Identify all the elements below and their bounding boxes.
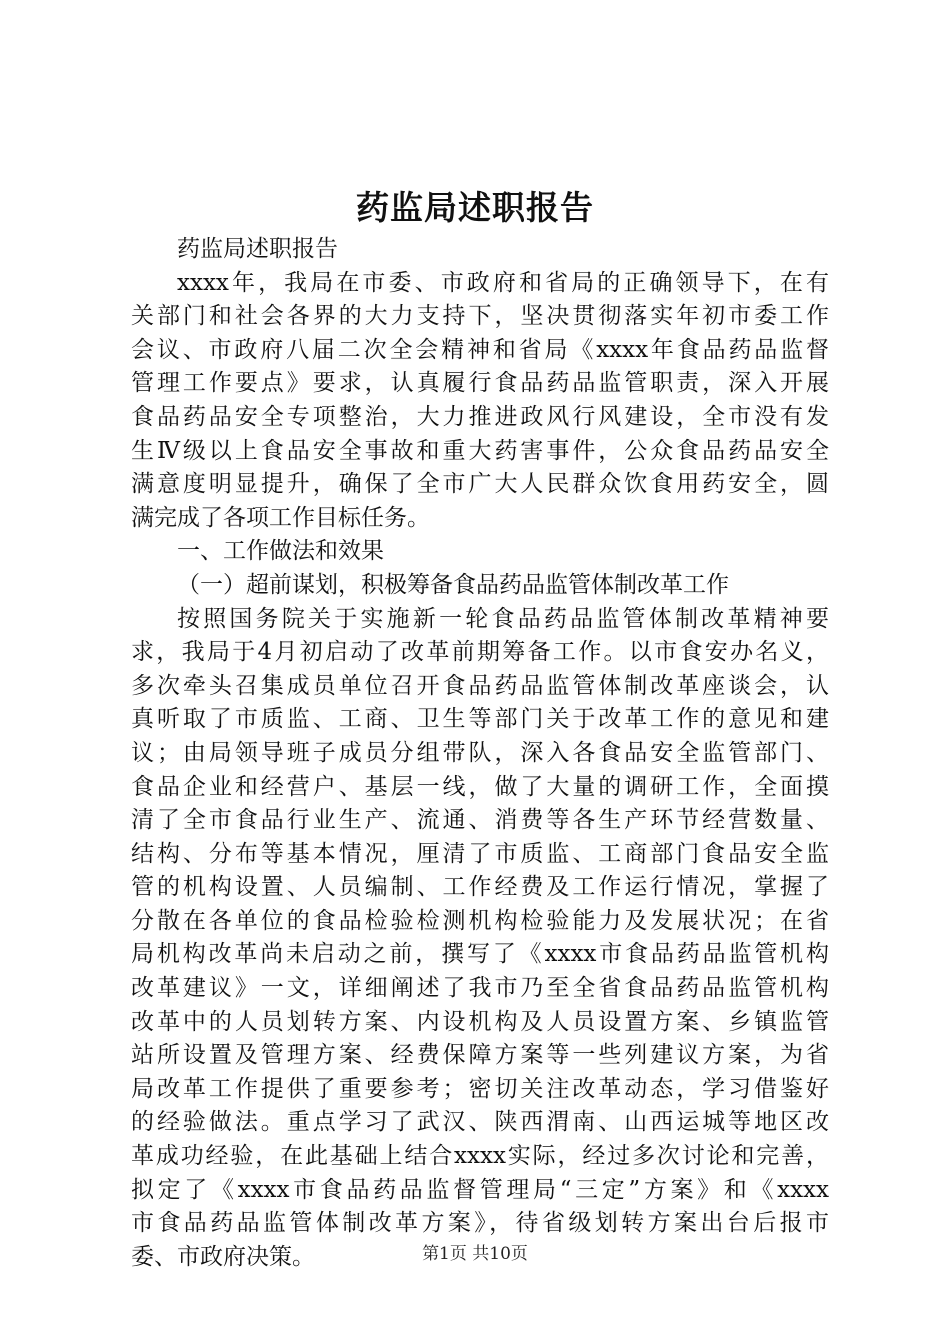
text-line: 革成功经验，在此基础上结合xxxx实际，经过多次讨论和完善，: [131, 1143, 829, 1170]
text-line: 多次牵头召集成员单位召开食品药品监管体制改革座谈会，认: [131, 672, 829, 699]
text-line: 的经验做法。重点学习了武汉、陕西渭南、山西运城等地区改: [131, 1109, 829, 1136]
text-line: 结构、分布等基本情况，厘清了市质监、工商部门食品安全监: [131, 840, 829, 867]
text-line: 食品药品安全专项整治，大力推进政风行风建设，全市没有发: [131, 403, 829, 430]
text-line: 求，我局于4月初启动了改革前期筹备工作。以市食安办名义，: [131, 639, 829, 666]
text-line: 分散在各单位的食品检验检测机构检验能力及发展状况；在省: [131, 907, 829, 934]
page-footer: 第1页 共10页: [422, 1244, 528, 1264]
text-line: 关部门和社会各界的大力支持下，坚决贯彻落实年初市委工作: [131, 303, 829, 330]
text-line: 站所设置及管理方案、经费保障方案等一些列建议方案，为省: [131, 1042, 829, 1069]
text-line: 药监局述职报告: [177, 236, 338, 262]
text-line: 委、市政府决策。: [131, 1243, 315, 1270]
text-line: 拟定了《xxxx市食品药品监督管理局“三定”方案》和《xxxx: [131, 1176, 829, 1203]
text-line: 一、工作做法和效果: [177, 538, 384, 565]
text-line: 按照国务院关于实施新一轮食品药品监管体制改革精神要: [177, 605, 829, 632]
text-line: 管的机构设置、人员编制、工作经费及工作运行情况，掌握了: [131, 874, 829, 901]
text-line: （一）超前谋划，积极筹备食品药品监管体制改革工作: [177, 571, 729, 598]
text-line: 会议、市政府八届二次全会精神和省局《xxxx年食品药品监督: [131, 336, 829, 363]
text-line: xxxx年，我局在市委、市政府和省局的正确领导下，在有: [177, 269, 829, 296]
text-line: 满意度明显提升，确保了全市广大人民群众饮食用药安全，圆: [131, 471, 829, 498]
body-text: [131, 233, 829, 1274]
text-line: 改革建议》一文，详细阐述了我市乃至全省食品药品监管机构: [131, 975, 829, 1002]
text-line: 食品企业和经营户、基层一线，做了大量的调研工作，全面摸: [131, 773, 829, 800]
text-line: 生Ⅳ级以上食品安全事故和重大药害事件，公众食品药品安全: [131, 437, 829, 464]
text-line: 议；由局领导班子成员分组带队，深入各食品安全监管部门、: [131, 739, 829, 766]
text-line: 市食品药品监管体制改革方案》，待省级划转方案出台后报市: [131, 1210, 829, 1237]
text-line: 局改革工作提供了重要参考；密切关注改革动态，学习借鉴好: [131, 1075, 829, 1102]
page-title: 药监局述职报告: [356, 188, 594, 227]
text-line: 局机构改革尚未启动之前，撰写了《xxxx市食品药品监管机构: [131, 941, 829, 968]
text-line: 满完成了各项工作目标任务。: [131, 504, 430, 531]
text-line: 改革中的人员划转方案、内设机构及人员设置方案、乡镇监管: [131, 1008, 829, 1035]
text-line: 管理工作要点》要求，认真履行食品药品监管职责，深入开展: [131, 370, 829, 397]
text-line: 清了全市食品行业生产、流通、消费等各生产环节经营数量、: [131, 807, 829, 834]
text-line: 真听取了市质监、工商、卫生等部门关于改革工作的意见和建: [131, 706, 829, 733]
